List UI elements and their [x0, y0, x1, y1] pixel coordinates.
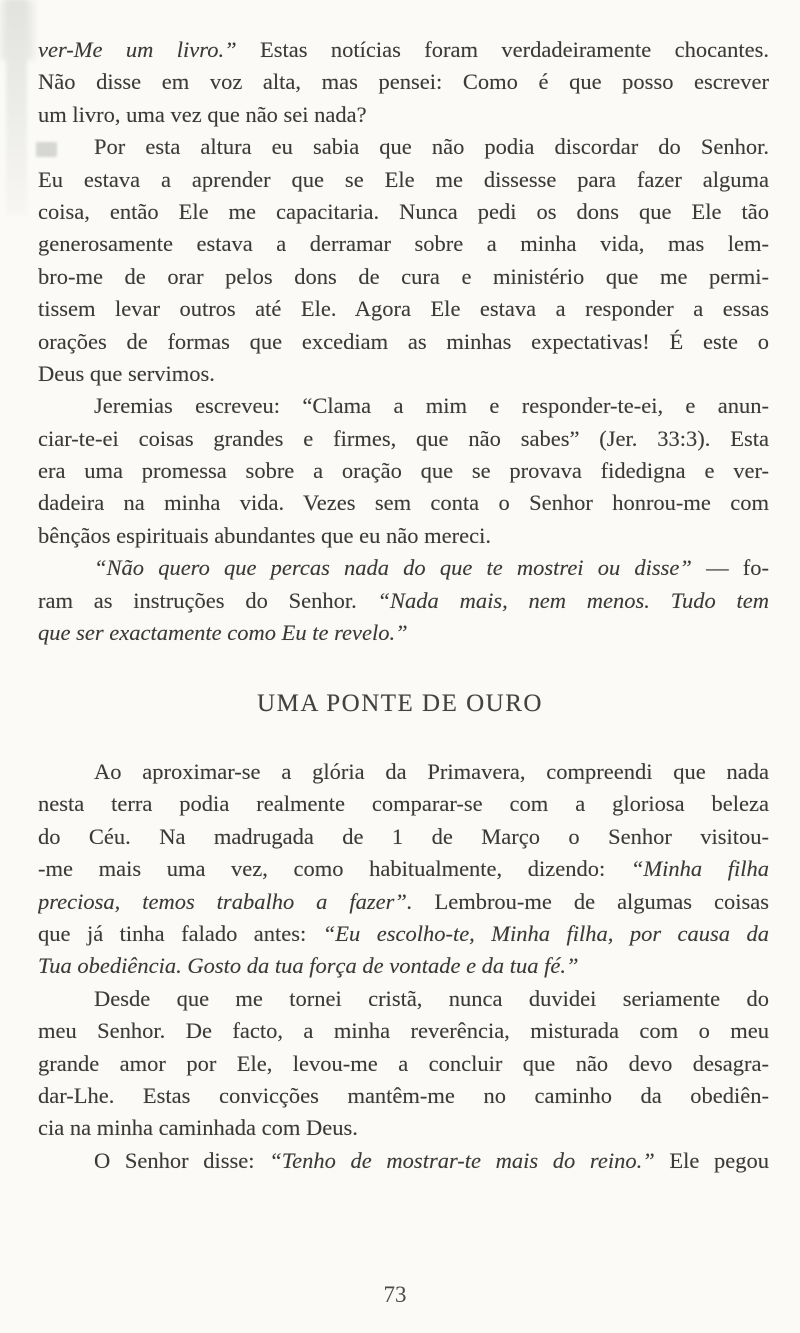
- text-line: [38, 261, 769, 293]
- text-segment: tissem levar outros até Ele. Agora Ele estava a responder a essas: [38, 296, 769, 322]
- text-line: [38, 1048, 769, 1080]
- italic-text-segment: “Minha filha: [630, 856, 769, 882]
- text-segment: orações de formas que excediam as minhas expectativas! É este o: [38, 328, 769, 354]
- text-line: [38, 585, 769, 617]
- text-segment: meu Senhor. De facto, a minha reverência, misturada com o meu: [38, 1018, 769, 1044]
- text-line: [38, 1145, 769, 1177]
- text-line: [38, 34, 769, 66]
- text-segment: Não disse em voz alta, mas pensei: Como é que posso escrever: [38, 69, 769, 95]
- text-line: [38, 390, 769, 422]
- italic-text-segment: “Tenho de mostrar-te mais do reino.”: [269, 1147, 655, 1173]
- text-segment: Deus que servimos.: [38, 360, 215, 386]
- text-segment: ram as instruções do Senhor.: [38, 587, 378, 613]
- text-line: [38, 983, 769, 1015]
- text-line: [38, 423, 769, 455]
- text-line: [38, 99, 769, 131]
- page-text-upper: [38, 34, 769, 649]
- text-line: [38, 326, 769, 358]
- text-segment: — fo-: [691, 555, 769, 581]
- text-segment: nesta terra podia realmente comparar-se com a gloriosa beleza: [38, 791, 769, 817]
- text-line: [38, 853, 769, 885]
- text-segment: dar-Lhe. Estas convicções mantêm-me no caminho da obediên-: [38, 1082, 769, 1108]
- text-segment: Lembrou-me de algumas coisas: [412, 888, 769, 914]
- page-text-lower: [38, 756, 769, 1177]
- text-line: [38, 821, 769, 853]
- italic-text-segment: que ser exactamente como Eu te revelo.”: [38, 620, 408, 646]
- text-segment: Ele pegou: [654, 1147, 769, 1173]
- italic-text-segment: “Não quero que percas nada do que te mostrei ou disse”: [94, 555, 692, 581]
- italic-text-segment: “Eu escolho-te, Minha filha, por causa da: [322, 920, 769, 946]
- text-line: [38, 131, 769, 163]
- text-line: [38, 293, 769, 325]
- scan-artifact: [6, 0, 27, 215]
- text-segment: Jeremias escreveu: “Clama a mim e responder-te-ei, e anun-: [94, 393, 769, 419]
- page-number: 73: [383, 1282, 407, 1307]
- text-segment: Por esta altura eu sabia que não podia discordar do Senhor.: [94, 134, 769, 160]
- section-heading: UMA PONTE DE OURO: [257, 690, 543, 717]
- text-line: [38, 788, 769, 820]
- text-line: [38, 918, 769, 950]
- text-segment: um livro, uma vez que não sei nada?: [38, 101, 367, 127]
- text-line: [38, 886, 769, 918]
- text-segment: que já tinha falado antes:: [38, 920, 323, 946]
- text-line: [38, 552, 769, 584]
- text-segment: grande amor por Ele, levou-me a concluir que não devo desagra-: [38, 1050, 769, 1076]
- text-line: [38, 1112, 769, 1144]
- italic-text-segment: preciosa, temos trabalho a fazer”.: [38, 888, 413, 914]
- text-segment: Ao aproximar-se a glória da Primavera, compreendi que nada: [94, 759, 769, 784]
- text-segment: coisa, então Ele me capacitaria. Nunca pedi os dons que Ele tão: [38, 198, 769, 224]
- text-line: [38, 950, 769, 982]
- text-line: [38, 228, 769, 260]
- text-segment: bro-me de orar pelos dons de cura e ministério que me permi-: [38, 263, 769, 289]
- text-segment: era uma promessa sobre a oração que se provava fidedigna e ver-: [38, 458, 769, 484]
- text-line: [38, 455, 769, 487]
- text-line: [38, 520, 769, 552]
- text-line: [38, 756, 769, 788]
- text-segment: bênçãos espirituais abundantes que eu não mereci.: [38, 522, 491, 548]
- text-line: [38, 487, 769, 519]
- text-line: [38, 617, 769, 649]
- text-segment: ciar-te-ei coisas grandes e firmes, que não sabes” (Jer. 33:3). Esta: [38, 425, 769, 451]
- text-line: [38, 358, 769, 390]
- text-line: [38, 164, 769, 196]
- text-segment: Estas notícias foram verdadeiramente chocantes.: [236, 37, 769, 62]
- text-line: [38, 1080, 769, 1112]
- italic-text-segment: Tua obediência. Gosto da tua força de vontade e da tua fé.”: [38, 953, 579, 979]
- text-segment: Eu estava a aprender que se Ele me dissesse para fazer alguma: [38, 166, 769, 192]
- text-segment: dadeira na minha vida. Vezes sem conta o Senhor honrou-me com: [38, 490, 769, 516]
- text-line: [38, 196, 769, 228]
- text-line: [38, 1015, 769, 1047]
- text-line: [38, 66, 769, 98]
- text-segment: Desde que me tornei cristã, nunca duvidei seriamente do: [94, 985, 769, 1011]
- text-segment: cia na minha caminhada com Deus.: [38, 1115, 358, 1141]
- italic-text-segment: ver-Me um livro.”: [38, 37, 237, 62]
- text-segment: do Céu. Na madrugada de 1 de Março o Senhor visitou-: [38, 823, 769, 849]
- text-segment: -me mais uma vez, como habitualmente, dizendo:: [38, 856, 631, 882]
- italic-text-segment: “Nada mais, nem menos. Tudo tem: [377, 587, 769, 613]
- text-segment: generosamente estava a derramar sobre a minha vida, mas lem-: [38, 231, 769, 257]
- text-segment: O Senhor disse:: [94, 1147, 270, 1173]
